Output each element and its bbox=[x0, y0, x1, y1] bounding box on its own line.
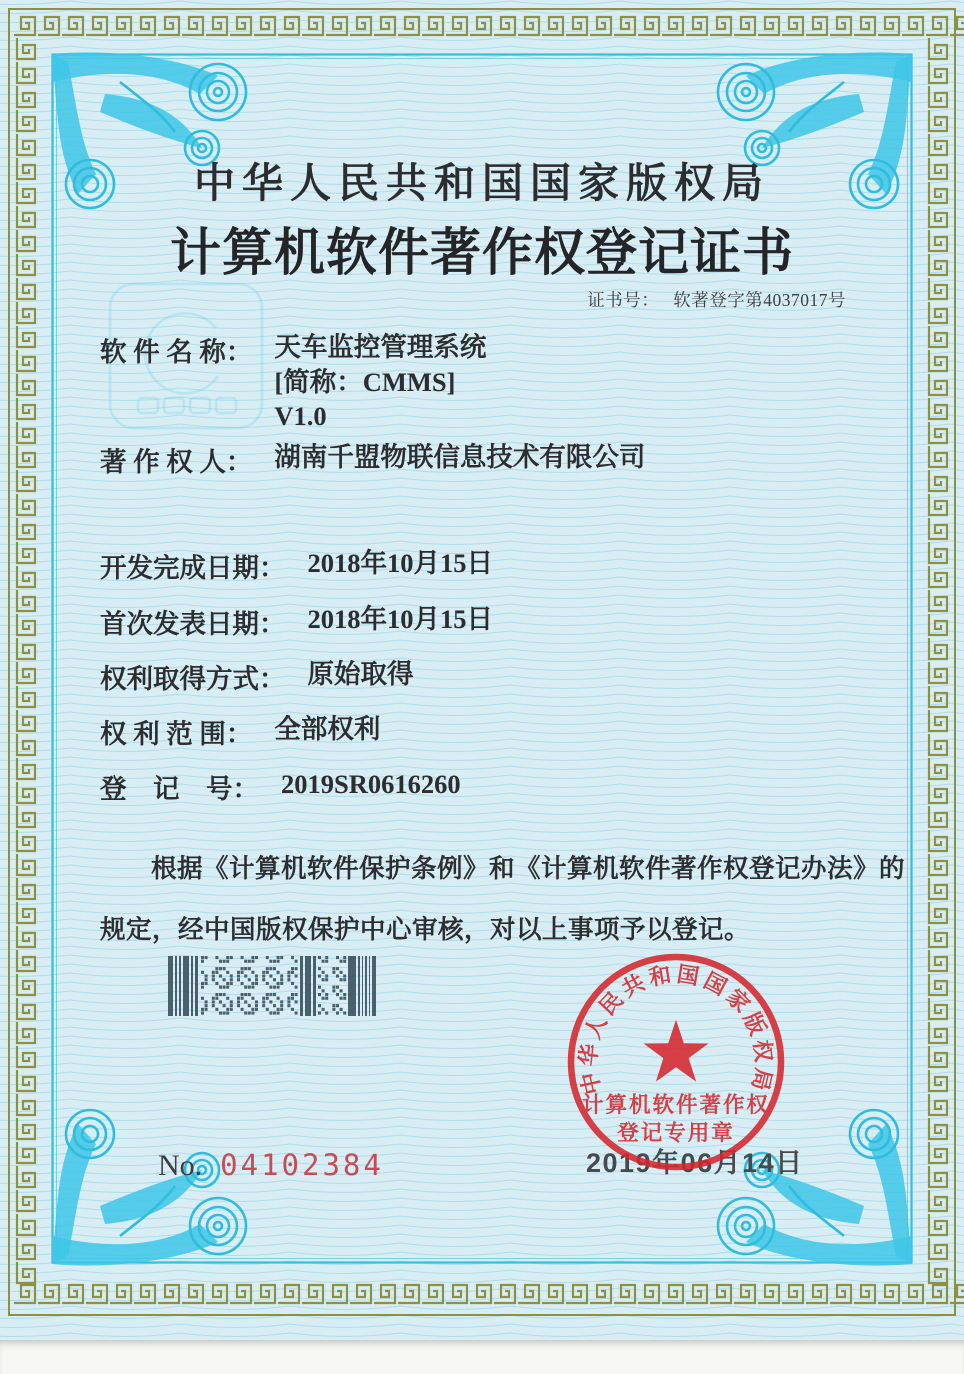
scan-edge-strip bbox=[0, 1340, 964, 1374]
software-short-name: [简称：CMMS] bbox=[274, 366, 456, 397]
registration-number: 2019SR0616260 bbox=[281, 769, 461, 799]
field-value: 湖南千盟物联信息技术有限公司 bbox=[274, 442, 646, 472]
field-row-copyright-owner bbox=[100, 440, 645, 479]
field-label: 开发完成日期： bbox=[100, 553, 286, 583]
field-label: 权 利 范 围： bbox=[100, 719, 253, 749]
software-name: 天车监控管理系统 bbox=[274, 332, 487, 362]
serial-number-row bbox=[158, 1148, 384, 1183]
field-row-software-name bbox=[100, 330, 486, 434]
field-label: 登 记 号： bbox=[100, 774, 259, 804]
certificate-number-label: 证书号： bbox=[587, 290, 660, 310]
stamp-line2: 登记专用章 bbox=[617, 1121, 735, 1145]
field-label: 软 件 名 称： bbox=[100, 337, 253, 367]
field-row-dev-complete-date bbox=[100, 546, 493, 585]
stamp-star-icon bbox=[644, 1020, 709, 1082]
field-row-rights-acquisition bbox=[100, 657, 414, 696]
serial-number: 04102384 bbox=[220, 1148, 384, 1182]
official-stamp bbox=[558, 944, 794, 1180]
software-version: V1.0 bbox=[274, 401, 327, 431]
statement-paragraph: 根据《计算机软件保护条例》和《计算机软件著作权登记办法》的规定，经中国版权保护中心审核，对以上事项予以登记。 bbox=[100, 854, 906, 944]
barcode bbox=[168, 956, 378, 1018]
field-row-registration-number bbox=[100, 767, 461, 806]
field-label: 首次发表日期： bbox=[100, 609, 286, 639]
stamp-date: 2019年06月14日 bbox=[586, 1148, 804, 1178]
field-value: 全部权利 bbox=[274, 714, 381, 744]
field-row-first-publish-date bbox=[100, 602, 493, 641]
corner-flourish-bottom-left bbox=[52, 1110, 246, 1266]
certificate-title: 计算机软件著作权登记证书 bbox=[169, 226, 794, 282]
field-value: 2018年10月15日 bbox=[307, 604, 493, 634]
stamp-ring-text: 中华人民共和国国家版权局 bbox=[575, 961, 777, 1097]
field-label: 权利取得方式： bbox=[100, 664, 286, 694]
serial-prefix: No. bbox=[158, 1149, 203, 1182]
field-row-rights-scope bbox=[100, 712, 380, 751]
certificate-number-row bbox=[587, 287, 846, 312]
field-value: 原始取得 bbox=[307, 659, 414, 689]
field-value: 2018年10月15日 bbox=[307, 548, 493, 578]
issuer-title: 中华人民共和国国家版权局 bbox=[194, 160, 770, 206]
certificate-number-value: 软著登字第4037017号 bbox=[673, 290, 846, 310]
field-label: 著 作 权 人： bbox=[100, 447, 253, 477]
stamp-line1: 计算机软件著作权 bbox=[581, 1093, 771, 1117]
field-value bbox=[274, 330, 486, 434]
